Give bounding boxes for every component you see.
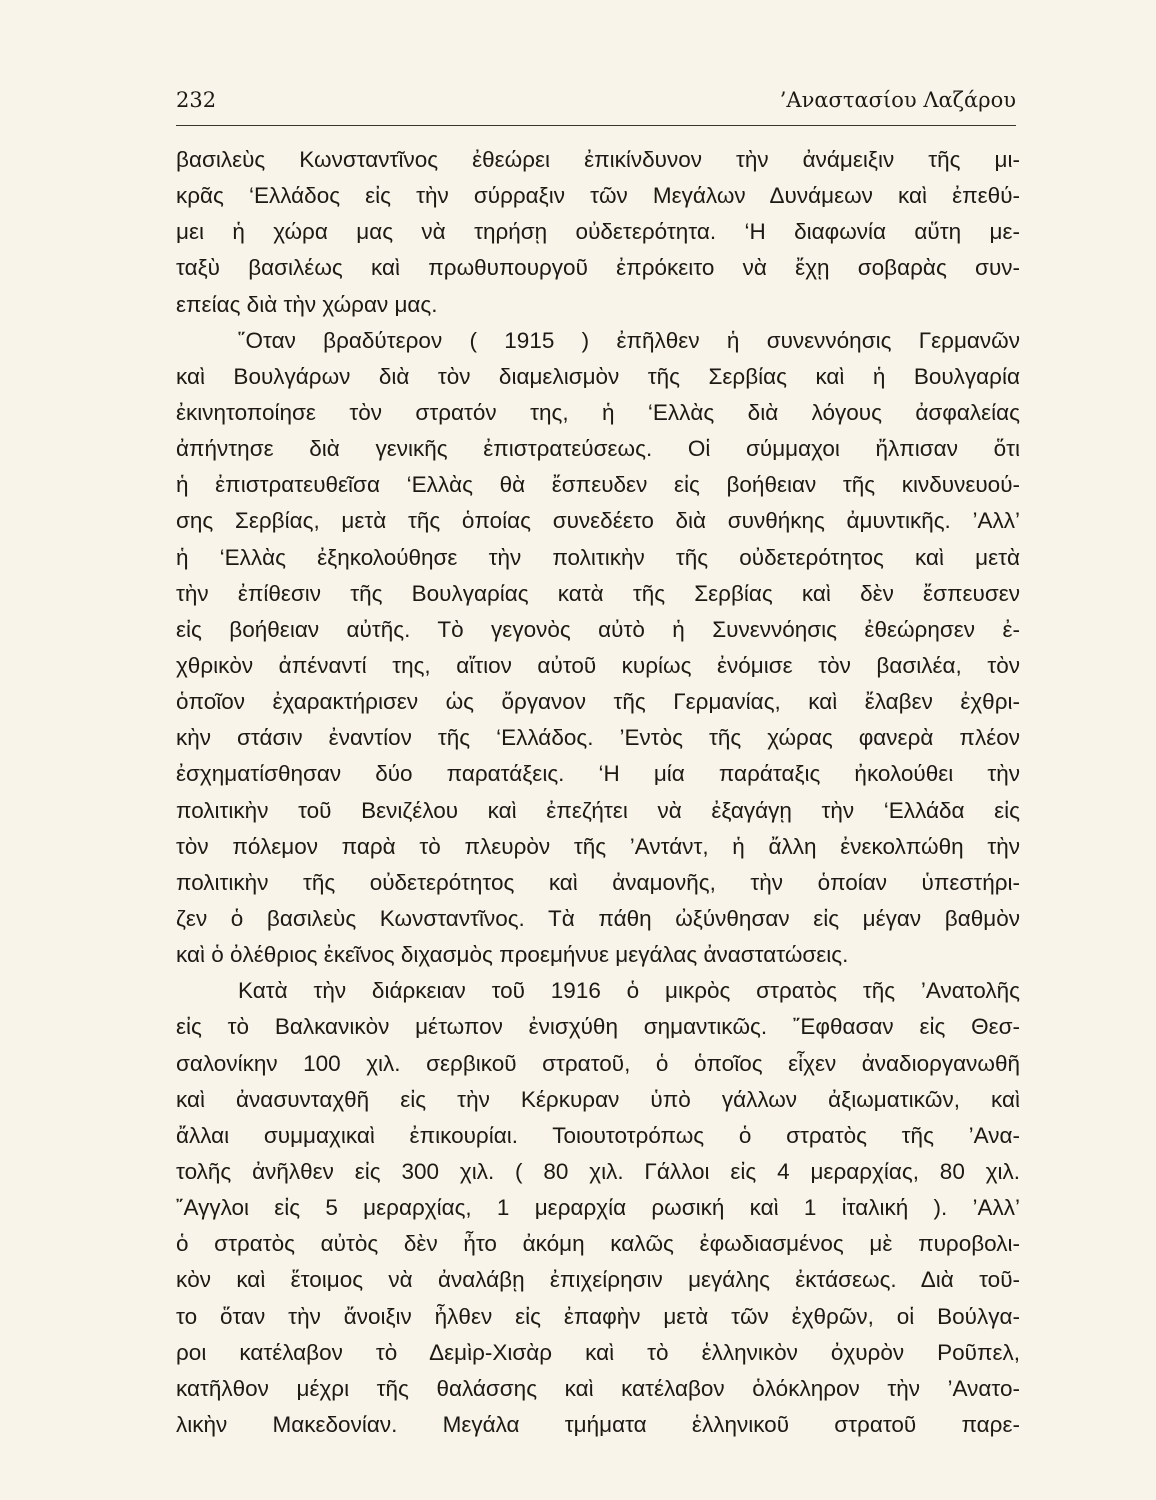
text-line: καὶ ὁ ὀλέθριος ἐκεῖνος διχασμὸς προεμήνυε μεγάλας ἀναστατώσεις. <box>176 942 849 968</box>
text-line: μει ἡ χώρα μας νὰ τηρήσῃ οὐδετερότητα. ‘Η διαφωνία αὕτη με- <box>176 219 1020 245</box>
text-line: το ὅταν τὴν ἄνοιξιν ἦλθεν εἰς ἐπαφὴν μετὰ τῶν ἐχθρῶν, οἱ Βούλγα- <box>176 1303 1020 1329</box>
text-line: κατῆλθον μέχρι τῆς θαλάσσης καὶ κατέλαβον ὁλόκληρον τὴν ’Ανατο- <box>176 1375 1020 1401</box>
text-line: ἡ ‘Ελλὰς ἐξηκολούθησε τὴν πολιτικὴν τῆς οὐδετερότητος καὶ μετὰ <box>176 544 1020 570</box>
text-line: επείας διὰ τὴν χώραν μας. <box>176 291 438 317</box>
text-line: κὸν καὶ ἕτοιμος νὰ ἀναλάβῃ ἐπιχείρησιν μεγάλης ἐκτάσεως. Διὰ τοῦ- <box>176 1267 1020 1293</box>
text-line: πολιτικὴν τοῦ Βενιζέλου καὶ ἐπεζήτει νὰ ἐξαγάγῃ τὴν ‘Ελλάδα εἰς <box>176 797 1020 823</box>
text-line: ἀπήντησε διὰ γενικῆς ἐπιστρατεύσεως. Οἱ σύμμαχοι ἤλπισαν ὅτι <box>176 436 1020 462</box>
text-line: ταξὺ βασιλέως καὶ πρωθυπουργοῦ ἐπρόκειτο νὰ ἔχῃ σοβαρὰς συν- <box>176 255 1020 281</box>
text-line: καὶ Βουλγάρων διὰ τὸν διαμελισμὸν τῆς Σερβίας καὶ ἡ Βουλγαρία <box>176 363 1020 389</box>
text-line: καὶ ἀνασυνταχθῆ εἰς τὴν Κέρκυραν ὑπὸ γάλλων ἀξιωματικῶν, καὶ <box>176 1086 1020 1112</box>
text-line: τολῆς ἀνῆλθεν εἰς 300 χιλ. ( 80 χιλ. Γάλλοι εἰς 4 μεραρχίας, 80 χιλ. <box>176 1158 1020 1184</box>
text-line: χθρικὸν ἀπέναντί της, αἴτιον αὐτοῦ κυρίως ἐνόμισε τὸν βασιλέα, τὸν <box>176 652 1020 678</box>
body-text <box>176 142 1020 1443</box>
text-line: σαλονίκην 100 χιλ. σερβικοῦ στρατοῦ, ὁ ὁποῖος εἶχεν ἀναδιοργανωθῆ <box>176 1050 1020 1076</box>
text-line: ἐσχηματίσθησαν δύο παρατάξεις. ‘Η μία παράταξις ἠκολούθει τὴν <box>176 761 1020 787</box>
text-line: ῎Αγγλοι εἰς 5 μεραρχίας, 1 μεραρχία ρωσική καὶ 1 ἰταλική ). ’Αλλ’ <box>176 1195 1020 1221</box>
text-line: σης Σερβίας, μετὰ τῆς ὁποίας συνεδέετο διὰ συνθήκης ἀμυντικῆς. ’Αλλ’ <box>176 508 1020 534</box>
text-line: ῞Οταν βραδύτερον ( 1915 ) ἐπῆλθεν ἡ συνεννόησις Γερμανῶν <box>238 327 1020 353</box>
paragraph-3 <box>176 973 1020 1443</box>
text-line: ζεν ὁ βασιλεὺς Κωνσταντῖνος. Τὰ πάθη ὠξύνθησαν εἰς μέγαν βαθμὸν <box>176 905 1020 931</box>
text-line: ροι κατέλαβον τὸ Δεμὶρ-Χισὰρ καὶ τὸ ἑλληνικὸν ὀχυρὸν Ροῦπελ, <box>176 1339 1020 1365</box>
text-line: κρᾶς ‘Ελλάδος εἰς τὴν σύρραξιν τῶν Μεγάλων Δυνάμεων καὶ ἐπεθύ- <box>176 183 1020 209</box>
text-line: εἰς βοήθειαν αὐτῆς. Τὸ γεγονὸς αὐτὸ ἡ Συνεννόησις ἐθεώρησεν ἐ- <box>176 616 1020 642</box>
text-line: τὴν ἐπίθεσιν τῆς Βουλγαρίας κατὰ τῆς Σερβίας καὶ δὲν ἔσπευσεν <box>176 580 1020 606</box>
text-line: βασιλεὺς Κωνσταντῖνος ἐθεώρει ἐπικίνδυνον τὴν ἀνάμειξιν τῆς μι- <box>176 147 1020 172</box>
text-line: ὁ στρατὸς αὐτὸς δὲν ἦτο ἀκόμη καλῶς ἐφωδιασμένος μὲ πυροβολι- <box>176 1231 1020 1257</box>
paragraph-1 <box>176 142 1020 323</box>
text-line: λικὴν Μακεδονίαν. Μεγάλα τμήματα ἑλληνικοῦ στρατοῦ παρε- <box>176 1411 1020 1437</box>
text-line: ἄλλαι συμμαχικαὶ ἐπικουρίαι. Τοιουτοτρόπως ὁ στρατὸς τῆς ’Ανα- <box>176 1122 1020 1148</box>
header-rule <box>176 125 1016 126</box>
text-line: εἰς τὸ Βαλκανικὸν μέτωπον ἐνισχύθη σημαντικῶς. ῎Εφθασαν εἰς Θεσ- <box>176 1014 1020 1040</box>
text-line: ὁποῖον ἐχαρακτήρισεν ὡς ὄργανον τῆς Γερμανίας, καὶ ἔλαβεν ἐχθρι- <box>176 689 1020 715</box>
text-line: Κατὰ τὴν διάρκειαν τοῦ 1916 ὁ μικρὸς στρατὸς τῆς ’Ανατολῆς <box>238 978 1020 1004</box>
text-line: πολιτικὴν τῆς οὐδετερότητος καὶ ἀναμονῆς, τὴν ὁποίαν ὑπεστήρι- <box>176 869 1020 895</box>
text-line: τὸν πόλεμον παρὰ τὸ πλευρὸν τῆς ’Αντάντ, ἡ ἄλλη ἐνεκολπώθη τὴν <box>176 833 1020 859</box>
paragraph-2 <box>176 323 1020 974</box>
page-header <box>176 88 1016 118</box>
running-head: ’Αναστασίου Λαζάρου <box>779 88 1016 112</box>
page-number: 232 <box>176 88 217 112</box>
text-line: κὴν στάσιν ἐναντίον τῆς ‘Ελλάδος. ’Εντὸς τῆς χώρας φανερὰ πλέον <box>176 725 1020 751</box>
text-line: ἐκινητοποίησε τὸν στρατόν της, ἡ ‘Ελλὰς διὰ λόγους ἀσφαλείας <box>176 399 1020 425</box>
text-line: ἡ ἐπιστρατευθεῖσα ‘Ελλὰς θὰ ἔσπευδεν εἰς βοήθειαν τῆς κινδυνευού- <box>176 472 1020 498</box>
